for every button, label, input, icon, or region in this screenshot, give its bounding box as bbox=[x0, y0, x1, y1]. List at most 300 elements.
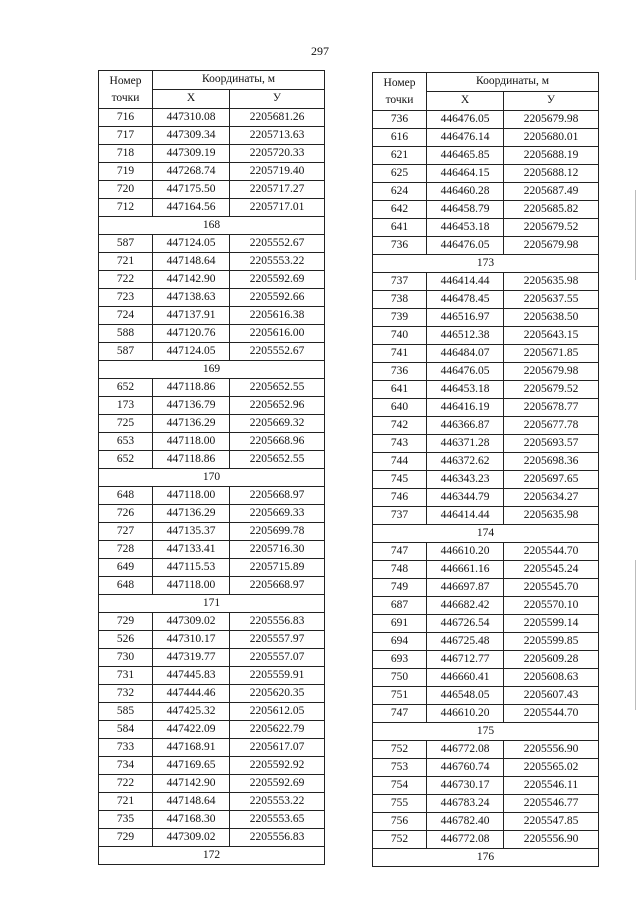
table-row bbox=[373, 813, 599, 831]
y-cell: 2205545.24 bbox=[504, 561, 599, 579]
y-cell: 2205622.79 bbox=[230, 721, 325, 739]
x-cell: 447118.86 bbox=[153, 379, 230, 397]
point-number-cell: 752 bbox=[373, 741, 427, 759]
table-row bbox=[99, 397, 325, 415]
point-number-cell: 652 bbox=[99, 379, 153, 397]
coordinates-table-left bbox=[98, 70, 325, 865]
table-row bbox=[373, 579, 599, 597]
point-number-cell: 746 bbox=[373, 489, 427, 507]
table-row bbox=[373, 669, 599, 687]
point-number-cell: 587 bbox=[99, 343, 153, 361]
x-cell: 447138.63 bbox=[153, 289, 230, 307]
x-cell: 446478.45 bbox=[427, 291, 504, 309]
point-number-cell: 653 bbox=[99, 433, 153, 451]
x-cell: 446366.87 bbox=[427, 417, 504, 435]
point-number-cell: 740 bbox=[373, 327, 427, 345]
table-row bbox=[99, 703, 325, 721]
x-cell: 446697.87 bbox=[427, 579, 504, 597]
y-cell: 2205693.57 bbox=[504, 435, 599, 453]
x-cell: 446610.20 bbox=[427, 543, 504, 561]
x-cell: 447169.65 bbox=[153, 757, 230, 775]
point-number-cell: 722 bbox=[99, 271, 153, 289]
point-number-cell: 712 bbox=[99, 199, 153, 217]
x-cell: 446464.15 bbox=[427, 165, 504, 183]
point-number-header: Номер точки bbox=[373, 73, 427, 111]
point-number-cell: 641 bbox=[373, 219, 427, 237]
point-number-cell: 721 bbox=[99, 253, 153, 271]
point-number-cell: 716 bbox=[99, 109, 153, 127]
x-cell: 446372.62 bbox=[427, 453, 504, 471]
point-number-cell: 729 bbox=[99, 829, 153, 847]
table-row bbox=[99, 127, 325, 145]
table-row bbox=[99, 631, 325, 649]
point-number-cell: 726 bbox=[99, 505, 153, 523]
x-cell: 446476.05 bbox=[427, 237, 504, 255]
y-cell: 2205716.30 bbox=[230, 541, 325, 559]
y-cell: 2205698.36 bbox=[504, 453, 599, 471]
table-row bbox=[373, 651, 599, 669]
table-row bbox=[373, 777, 599, 795]
point-number-cell: 642 bbox=[373, 201, 427, 219]
y-cell: 2205608.63 bbox=[504, 669, 599, 687]
page-number: 297 bbox=[311, 44, 329, 58]
y-cell: 2205680.01 bbox=[504, 129, 599, 147]
point-number-cell: 736 bbox=[373, 363, 427, 381]
point-number-cell: 754 bbox=[373, 777, 427, 795]
table-row bbox=[99, 721, 325, 739]
point-number-cell: 728 bbox=[99, 541, 153, 559]
section-row bbox=[99, 361, 325, 379]
x-cell: 447445.83 bbox=[153, 667, 230, 685]
section-number: 173 bbox=[373, 255, 599, 273]
x-cell: 447124.05 bbox=[153, 343, 230, 361]
point-number-cell: 588 bbox=[99, 325, 153, 343]
table-row bbox=[373, 561, 599, 579]
y-cell: 2205717.27 bbox=[230, 181, 325, 199]
table-row bbox=[373, 741, 599, 759]
table-row bbox=[373, 633, 599, 651]
y-cell: 2205616.00 bbox=[230, 325, 325, 343]
point-number-cell: 738 bbox=[373, 291, 427, 309]
table-row bbox=[99, 613, 325, 631]
y-cell: 2205669.32 bbox=[230, 415, 325, 433]
point-number-cell: 743 bbox=[373, 435, 427, 453]
x-cell: 447133.41 bbox=[153, 541, 230, 559]
point-number-cell: 735 bbox=[99, 811, 153, 829]
x-cell: 447175.50 bbox=[153, 181, 230, 199]
x-cell: 447309.34 bbox=[153, 127, 230, 145]
point-number-cell: 752 bbox=[373, 831, 427, 849]
x-cell: 446610.20 bbox=[427, 705, 504, 723]
y-cell: 2205553.22 bbox=[230, 253, 325, 271]
x-cell: 447118.00 bbox=[153, 433, 230, 451]
x-cell: 446460.28 bbox=[427, 183, 504, 201]
x-cell: 447310.08 bbox=[153, 109, 230, 127]
y-cell: 2205717.01 bbox=[230, 199, 325, 217]
table-row bbox=[373, 381, 599, 399]
table-row bbox=[99, 235, 325, 253]
y-cell: 2205556.83 bbox=[230, 613, 325, 631]
x-cell: 447425.32 bbox=[153, 703, 230, 721]
y-cell: 2205635.98 bbox=[504, 507, 599, 525]
point-number-cell: 693 bbox=[373, 651, 427, 669]
point-number-header: Номер точки bbox=[99, 71, 153, 109]
y-cell: 2205544.70 bbox=[504, 543, 599, 561]
y-cell: 2205720.33 bbox=[230, 145, 325, 163]
y-cell: 2205557.07 bbox=[230, 649, 325, 667]
y-header: У bbox=[230, 90, 325, 109]
x-cell: 446453.18 bbox=[427, 219, 504, 237]
table-row bbox=[99, 811, 325, 829]
table-row bbox=[99, 793, 325, 811]
table-row bbox=[373, 273, 599, 291]
x-cell: 446783.24 bbox=[427, 795, 504, 813]
table-row bbox=[373, 687, 599, 705]
table-row bbox=[373, 615, 599, 633]
point-number-cell: 736 bbox=[373, 111, 427, 129]
x-cell: 446548.05 bbox=[427, 687, 504, 705]
point-number-cell: 648 bbox=[99, 577, 153, 595]
point-number-cell: 649 bbox=[99, 559, 153, 577]
table-row bbox=[373, 183, 599, 201]
point-number-cell: 640 bbox=[373, 399, 427, 417]
y-cell: 2205697.65 bbox=[504, 471, 599, 489]
point-number-cell: 641 bbox=[373, 381, 427, 399]
table-row bbox=[373, 759, 599, 777]
table-row bbox=[373, 471, 599, 489]
x-cell: 446760.74 bbox=[427, 759, 504, 777]
table-row bbox=[99, 415, 325, 433]
table-row bbox=[373, 165, 599, 183]
point-number-cell: 721 bbox=[99, 793, 153, 811]
point-number-cell: 737 bbox=[373, 273, 427, 291]
y-cell: 2205565.02 bbox=[504, 759, 599, 777]
scan-edge-mark bbox=[635, 190, 636, 280]
y-cell: 2205688.19 bbox=[504, 147, 599, 165]
point-number-cell: 747 bbox=[373, 705, 427, 723]
y-cell: 2205559.91 bbox=[230, 667, 325, 685]
table-row bbox=[99, 253, 325, 271]
scan-edge-mark bbox=[635, 560, 636, 710]
point-number-cell: 722 bbox=[99, 775, 153, 793]
y-cell: 2205687.49 bbox=[504, 183, 599, 201]
table-row bbox=[99, 541, 325, 559]
table-row bbox=[373, 309, 599, 327]
point-number-cell: 755 bbox=[373, 795, 427, 813]
table-row bbox=[373, 795, 599, 813]
y-cell: 2205681.26 bbox=[230, 109, 325, 127]
x-cell: 447310.17 bbox=[153, 631, 230, 649]
y-cell: 2205612.05 bbox=[230, 703, 325, 721]
point-number-cell: 691 bbox=[373, 615, 427, 633]
y-cell: 2205592.69 bbox=[230, 775, 325, 793]
point-number-cell: 741 bbox=[373, 345, 427, 363]
y-cell: 2205715.89 bbox=[230, 559, 325, 577]
y-cell: 2205552.67 bbox=[230, 343, 325, 361]
x-cell: 446730.17 bbox=[427, 777, 504, 795]
y-cell: 2205546.77 bbox=[504, 795, 599, 813]
y-cell: 2205671.85 bbox=[504, 345, 599, 363]
x-cell: 446516.97 bbox=[427, 309, 504, 327]
table-row bbox=[373, 111, 599, 129]
table-row bbox=[99, 379, 325, 397]
point-number-cell: 753 bbox=[373, 759, 427, 777]
table-row bbox=[99, 289, 325, 307]
point-number-cell: 756 bbox=[373, 813, 427, 831]
section-number: 171 bbox=[99, 595, 325, 613]
coordinates-header: Координаты, м bbox=[153, 71, 325, 90]
table-row bbox=[373, 831, 599, 849]
y-cell: 2205634.27 bbox=[504, 489, 599, 507]
point-number-cell: 742 bbox=[373, 417, 427, 435]
x-cell: 446484.07 bbox=[427, 345, 504, 363]
point-number-cell: 731 bbox=[99, 667, 153, 685]
y-cell: 2205557.97 bbox=[230, 631, 325, 649]
y-cell: 2205553.22 bbox=[230, 793, 325, 811]
x-cell: 446682.42 bbox=[427, 597, 504, 615]
y-cell: 2205669.33 bbox=[230, 505, 325, 523]
y-cell: 2205679.52 bbox=[504, 381, 599, 399]
y-cell: 2205599.14 bbox=[504, 615, 599, 633]
point-number-cell: 725 bbox=[99, 415, 153, 433]
table-row bbox=[99, 649, 325, 667]
table-row bbox=[373, 219, 599, 237]
table-row bbox=[99, 685, 325, 703]
table-row bbox=[373, 705, 599, 723]
x-cell: 446476.14 bbox=[427, 129, 504, 147]
table-row bbox=[99, 343, 325, 361]
x-cell: 447168.30 bbox=[153, 811, 230, 829]
table-row bbox=[373, 399, 599, 417]
point-number-cell: 739 bbox=[373, 309, 427, 327]
x-header: X bbox=[153, 90, 230, 109]
x-cell: 447268.74 bbox=[153, 163, 230, 181]
table-row bbox=[373, 489, 599, 507]
x-cell: 447136.79 bbox=[153, 397, 230, 415]
x-cell: 447164.56 bbox=[153, 199, 230, 217]
point-number-cell: 585 bbox=[99, 703, 153, 721]
table-row bbox=[99, 307, 325, 325]
coordinates-header: Координаты, м bbox=[427, 73, 599, 92]
y-cell: 2205552.67 bbox=[230, 235, 325, 253]
point-number-cell: 624 bbox=[373, 183, 427, 201]
x-cell: 447135.37 bbox=[153, 523, 230, 541]
x-cell: 447118.00 bbox=[153, 487, 230, 505]
section-number: 175 bbox=[373, 723, 599, 741]
section-number: 174 bbox=[373, 525, 599, 543]
table-row bbox=[373, 435, 599, 453]
table-row bbox=[99, 523, 325, 541]
y-cell: 2205668.97 bbox=[230, 577, 325, 595]
point-number-cell: 694 bbox=[373, 633, 427, 651]
y-cell: 2205679.98 bbox=[504, 111, 599, 129]
x-cell: 446725.48 bbox=[427, 633, 504, 651]
x-cell: 446416.19 bbox=[427, 399, 504, 417]
point-number-cell: 748 bbox=[373, 561, 427, 579]
x-cell: 446772.08 bbox=[427, 831, 504, 849]
x-cell: 447168.91 bbox=[153, 739, 230, 757]
section-row bbox=[99, 469, 325, 487]
point-number-cell: 648 bbox=[99, 487, 153, 505]
point-number-cell: 173 bbox=[99, 397, 153, 415]
x-cell: 446512.38 bbox=[427, 327, 504, 345]
table-row bbox=[99, 199, 325, 217]
point-number-cell: 625 bbox=[373, 165, 427, 183]
y-cell: 2205556.83 bbox=[230, 829, 325, 847]
x-cell: 446712.77 bbox=[427, 651, 504, 669]
x-cell: 447118.86 bbox=[153, 451, 230, 469]
point-number-cell: 729 bbox=[99, 613, 153, 631]
y-cell: 2205556.90 bbox=[504, 741, 599, 759]
y-cell: 2205592.66 bbox=[230, 289, 325, 307]
point-number-cell: 749 bbox=[373, 579, 427, 597]
table-row bbox=[373, 597, 599, 615]
y-cell: 2205546.11 bbox=[504, 777, 599, 795]
table-row bbox=[99, 433, 325, 451]
x-cell: 446458.79 bbox=[427, 201, 504, 219]
table-row bbox=[373, 417, 599, 435]
x-cell: 447136.29 bbox=[153, 505, 230, 523]
point-number-cell: 732 bbox=[99, 685, 153, 703]
x-cell: 446476.05 bbox=[427, 111, 504, 129]
point-number-cell: 526 bbox=[99, 631, 153, 649]
table-row bbox=[99, 505, 325, 523]
point-number-cell: 584 bbox=[99, 721, 153, 739]
y-cell: 2205545.70 bbox=[504, 579, 599, 597]
table-row bbox=[373, 147, 599, 165]
table-row bbox=[373, 291, 599, 309]
y-header: У bbox=[504, 92, 599, 111]
table-row bbox=[99, 775, 325, 793]
table-row bbox=[99, 271, 325, 289]
point-number-cell: 750 bbox=[373, 669, 427, 687]
point-number-cell: 747 bbox=[373, 543, 427, 561]
y-cell: 2205668.97 bbox=[230, 487, 325, 505]
table-row bbox=[99, 109, 325, 127]
point-number-cell: 745 bbox=[373, 471, 427, 489]
point-number-cell: 736 bbox=[373, 237, 427, 255]
y-cell: 2205679.52 bbox=[504, 219, 599, 237]
table-row bbox=[99, 145, 325, 163]
section-number: 169 bbox=[99, 361, 325, 379]
y-cell: 2205678.77 bbox=[504, 399, 599, 417]
x-cell: 447136.29 bbox=[153, 415, 230, 433]
y-cell: 2205620.35 bbox=[230, 685, 325, 703]
section-row bbox=[373, 525, 599, 543]
x-cell: 446343.23 bbox=[427, 471, 504, 489]
section-row bbox=[99, 847, 325, 865]
x-cell: 446371.28 bbox=[427, 435, 504, 453]
x-cell: 447120.76 bbox=[153, 325, 230, 343]
point-number-cell: 718 bbox=[99, 145, 153, 163]
y-cell: 2205556.90 bbox=[504, 831, 599, 849]
point-number-cell: 652 bbox=[99, 451, 153, 469]
y-cell: 2205677.78 bbox=[504, 417, 599, 435]
y-cell: 2205547.85 bbox=[504, 813, 599, 831]
y-cell: 2205570.10 bbox=[504, 597, 599, 615]
x-cell: 446726.54 bbox=[427, 615, 504, 633]
section-number: 172 bbox=[99, 847, 325, 865]
table-row bbox=[99, 325, 325, 343]
point-number-cell: 717 bbox=[99, 127, 153, 145]
y-cell: 2205553.65 bbox=[230, 811, 325, 829]
y-cell: 2205699.78 bbox=[230, 523, 325, 541]
x-cell: 447142.90 bbox=[153, 775, 230, 793]
table-row bbox=[373, 363, 599, 381]
table-row bbox=[99, 667, 325, 685]
y-cell: 2205617.07 bbox=[230, 739, 325, 757]
section-number: 168 bbox=[99, 217, 325, 235]
table-row bbox=[99, 559, 325, 577]
table-row bbox=[373, 201, 599, 219]
table-row bbox=[99, 487, 325, 505]
y-cell: 2205592.69 bbox=[230, 271, 325, 289]
table-row bbox=[99, 451, 325, 469]
y-cell: 2205713.63 bbox=[230, 127, 325, 145]
y-cell: 2205599.85 bbox=[504, 633, 599, 651]
y-cell: 2205679.98 bbox=[504, 363, 599, 381]
x-cell: 447319.77 bbox=[153, 649, 230, 667]
y-cell: 2205638.50 bbox=[504, 309, 599, 327]
x-cell: 447148.64 bbox=[153, 253, 230, 271]
y-cell: 2205643.15 bbox=[504, 327, 599, 345]
point-number-cell: 751 bbox=[373, 687, 427, 705]
x-cell: 447142.90 bbox=[153, 271, 230, 289]
table-row bbox=[99, 181, 325, 199]
y-cell: 2205652.96 bbox=[230, 397, 325, 415]
y-cell: 2205668.96 bbox=[230, 433, 325, 451]
section-row bbox=[99, 217, 325, 235]
y-cell: 2205719.40 bbox=[230, 163, 325, 181]
y-cell: 2205635.98 bbox=[504, 273, 599, 291]
section-row bbox=[373, 849, 599, 867]
y-cell: 2205685.82 bbox=[504, 201, 599, 219]
x-cell: 447115.53 bbox=[153, 559, 230, 577]
x-cell: 447124.05 bbox=[153, 235, 230, 253]
x-cell: 446465.85 bbox=[427, 147, 504, 165]
y-cell: 2205679.98 bbox=[504, 237, 599, 255]
section-number: 170 bbox=[99, 469, 325, 487]
point-number-cell: 587 bbox=[99, 235, 153, 253]
x-cell: 446414.44 bbox=[427, 273, 504, 291]
table-row bbox=[373, 543, 599, 561]
table-row bbox=[373, 327, 599, 345]
y-cell: 2205607.43 bbox=[504, 687, 599, 705]
x-cell: 446476.05 bbox=[427, 363, 504, 381]
table-row bbox=[99, 757, 325, 775]
x-cell: 446660.41 bbox=[427, 669, 504, 687]
table-row bbox=[373, 507, 599, 525]
x-cell: 446782.40 bbox=[427, 813, 504, 831]
point-number-cell: 744 bbox=[373, 453, 427, 471]
point-number-cell: 737 bbox=[373, 507, 427, 525]
table-row bbox=[373, 345, 599, 363]
x-cell: 446453.18 bbox=[427, 381, 504, 399]
x-cell: 447309.02 bbox=[153, 613, 230, 631]
point-number-cell: 733 bbox=[99, 739, 153, 757]
x-cell: 447148.64 bbox=[153, 793, 230, 811]
point-number-cell: 727 bbox=[99, 523, 153, 541]
x-cell: 446414.44 bbox=[427, 507, 504, 525]
coordinates-table-right bbox=[372, 72, 599, 867]
table-row bbox=[99, 829, 325, 847]
x-cell: 447422.09 bbox=[153, 721, 230, 739]
y-cell: 2205609.28 bbox=[504, 651, 599, 669]
x-header: X bbox=[427, 92, 504, 111]
table-row bbox=[373, 129, 599, 147]
y-cell: 2205592.92 bbox=[230, 757, 325, 775]
y-cell: 2205652.55 bbox=[230, 451, 325, 469]
